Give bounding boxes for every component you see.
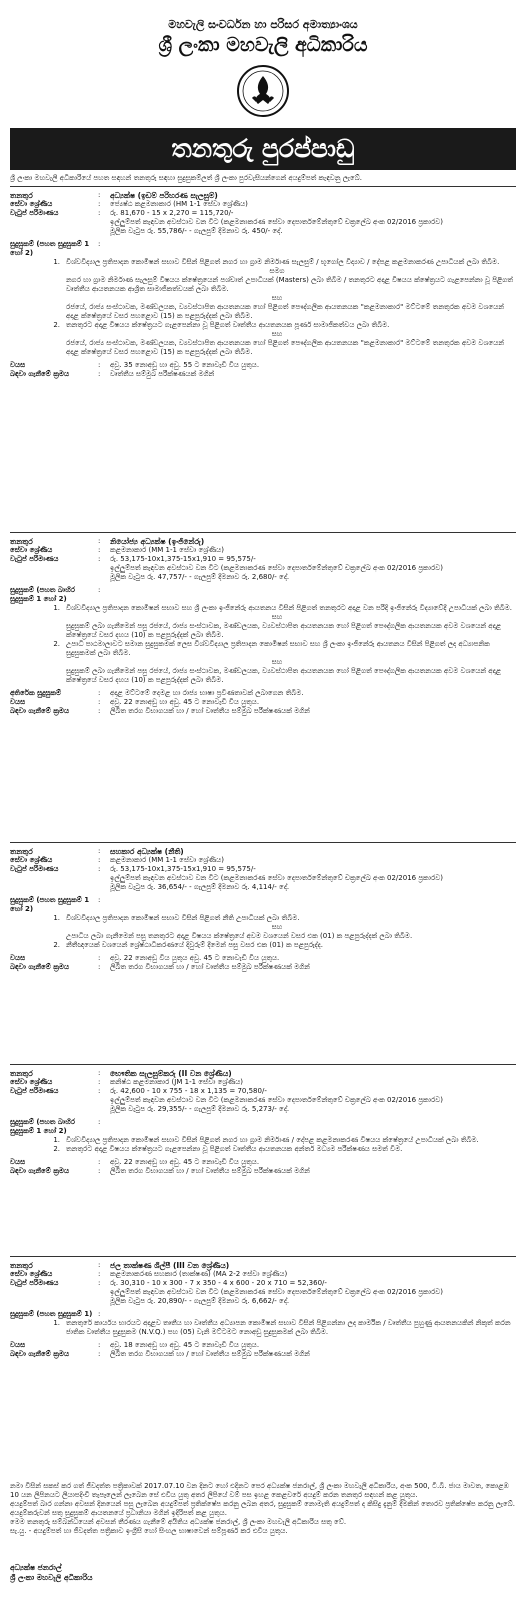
qualification-list: 1. විශ්වවිද්‍යාල ප්‍රතිපාදන කොමිෂන් සභාව විසින් පිළිගත් නගර හා ග්‍රාම නිර්මාණ සැලසුම් / භූගෝල විද්‍යාව / දේපළ කළමනාකරණ උපාධියක් ලබා තිබීම. සමග නගර හා ග්‍රාම නිර්මාණ සැලසුම් විෂයය ක්ෂේත්‍රයෙන් පශ්චාත් උපාධියක් (Masters) ලබා තිබීම / තනතුරට අදාළ විෂයය ක්ෂේත්‍රයට ගැළපෙන්නා වූ පිළිගත් වෘත්තීය ආයතනයක ආශ්‍රිත සාමාජිකත්වයක් ලබා තිබීම. සහ රජයේ, රාජ්‍ය සංස්ථාවක, මණ්ඩලයක, ව්‍යවස්ථාපිත ආයතනයක හෝ පිළිගත් පෞද්ගලික ආයතනයක "කළමනාකාර" මට්ටමේ තනතුරක අවම වශයෙන් අදාළ ක්ෂේත්‍රයේ වසර පහළොව (15) ක පළපුරුද්දක් ලබා තිබීම. 2. තනතුරට අදාළ විෂයය ක්ෂේත්‍රයට ගැළපෙන්නා වූ පිළිගත් වෘත්තීය ආයතනයක පූර්ණ සාමාජිකත්වය ලබා තිබීම. සහ රජයේ, රාජ්‍ය සංස්ථාවක, මණ්ඩලයක, ව්‍යවස්ථාපිත ආයතනයක හෝ පිළිගත් පෞද්ගලික ආයතනයක "කළමනාකාර" මට්ටමේ තනතුරක අවම වශයෙන් අදාළ ක්ෂේත්‍රයේ වසර පහළොව (15) ක පළපුරුද්දක් ලබා තිබීම. — [53, 258, 513, 356]
salary-scale: රු. 81,670 - 15 x 2,270 = 115,720/- — [110, 209, 234, 217]
application-instructions: නමා විසින් සකස් කර ගත් ජීවදත්ත පත්‍රිකාවක් 2017.07.10 වන දිනට හෝ එදිනට පෙර අධ්‍යක්ෂ ජනරාල්, ශ්‍රී ලංකා මහවැලි අධිකාරිය, අංක 500, ටී.බී. ජාය මාවත, කොළඹ 10 යන ලිපිනයට ලියාපදිංචි තැපෑලෙන් ලැබෙන සේ එවිය යුතු අතර ලිපියේ වම් පස ඉහළ කෙළවරේ අයදුම් කරන තනතුර සඳහන් කළ යුතුය. අයදුම්පත් බාර ගන්නා අවසන් දිනයෙන් පසු ලැබෙන අයදුම්පත් ප්‍රතික්ෂේප කරනු ලබන අතර, සුදුසුකම් නොමැති අයදුම්පත් ද කිසිදු දැනුම් දීමකින් තොරව ප්‍රතික්ෂේප කරනු ලැබේ. අයදුම්කරුවන් සතු සුදුසුකම් ආයතනයේ ප්‍රධානියා මගින් ඉදිරිපත් කළ යුතුය. මෙම තනතුරු සම්බන්ධයෙන් අවසන් තීරණය ගැනීමේ අයිතිය අධ්‍යක්ෂ ජනරාල්, ශ්‍රී ලංකා මහවැලි අධිකාරිය සතු වේ. සැ.යු. - අයදුම්පත් හා ජීවදත්ත පත්‍රිකාව ඉංග්‍රීසි හෝ සිංහල භාෂාවෙන් සම්පූර්ණ කර එවිය යුතුය. — [10, 1482, 516, 1535]
authority-name: ශ්‍රී ලංකා මහවැලි අධිකාරිය — [158, 34, 368, 56]
age-limit: අවු. 35 නොඅඩු හා අවු. 55 ට නොවැඩි විය යුතුය. — [110, 361, 260, 369]
ministry-name: මහවැලි සංවර්ධන හා පරිසර අමාත්‍යාංශය — [168, 18, 358, 31]
post-section-4: තනතුර : භෞතික සැලසුම්කරු (II වන ශ්‍රේණිය) සේවා ශ්‍රේණිය : කනිෂ්ඨ කළමනාකාර (JM 1-1 සේවා ශ්‍රේණිය) වැටුප් පරිමාණය : රු. 42,600 - 10 x 755 - 18 x 1,135 = 70,580/- ඉල්ලුම්පත් කැඳවන අවස්ථාව වන විට (කළමනාකරණ සේවා දෙපාර්තමේන්තුවේ චක්‍රලේඛ අංක 02/2016 ප්‍රකාරව) මූලික වැටුප රු. 29,355/- - ගැලපුම් දීමනාව රු. 5,273/- දේ. සුදුසුකම් (පහත බාහිර සුදුසුකම් 1 හෝ 2) : 1. විශ්වවිද්‍යාල ප්‍රතිපාදන කොමිෂන් සභාව විසින් පිළිගත් නගර හා ග්‍රාම නිර්මාණ / දේපළ කළමනාකරණ විෂයය ක්ෂේත්‍රයේ උපාධියක් ලබා තිබීම. 2. තනතුරට අදාළ විෂයය ක්ෂේත්‍රයට ගැළපෙන්නා වූ පිළිගත් වෘත්තීය ආයතනයක අන්තර් මධ්‍යම පරීක්ෂණය සමත් වීම. වයස : අවු. 22 නොඅඩු හා අවු. 45 ට නොවැඩි විය යුතුය. බඳවා ගැනීමේ ක්‍රමය : ලිඛිත තරග විභාගයක් හා / හෝ වෘත්තීය සම්මුඛ පරීක්ෂණයක් මගින් — [10, 1064, 516, 1176]
service-grade: ජ්‍යෙෂ්ඨ කළමනාකාර (HM 1-1 සේවා ශ්‍රේණිය) — [110, 200, 248, 208]
post-section-1: තනතුර : අධ්‍යක්ෂ (ඉඩම් පරිහරණ සැලසුම්) සේවා ශ්‍රේණිය : ජ්‍යෙෂ්ඨ කළමනාකාර (HM 1-1 සේවා ශ්‍රේණිය) වැටුප් පරිමාණය : රු. 81,670 - 15 x 2,270 = 115,720/- ඉල්ලුම්පත් කැඳවන අවස්ථාව වන විට (කළමනාකරණ සේවා දෙපාර්තමේන්තුවේ චක්‍රලේඛ අංක 02/2016 ප්‍රකාරව) මූලික වැටුප රු. 55,786/- - ගැලපුම් දීමනාව රු. 450/- දේ. සුදුසුකම් (පහත සුදුසුකම් 1 හෝ 2) : 1. විශ්වවිද්‍යාල ප්‍රතිපාදන කොමිෂන් සභාව විසින් පිළිගත් නගර හා ග්‍රාම නිර්මාණ සැලසුම් / භූගෝල විද්‍යාව / දේපළ කළමනාකරණ උපාධියක් ලබා තිබීම. සමග නගර හා ග්‍රාම නිර්මාණ සැලසුම් විෂයය ක්ෂේත්‍රයෙන් පශ්චාත් උපාධියක් (Masters) ලබා තිබීම / තනතුරට අදාළ විෂයය ක්ෂේත්‍රයට ගැළපෙන්නා වූ පිළිගත් වෘත්තීය ආයතනයක ආශ්‍රිත සාමාජිකත්වයක් ලබා තිබීම. සහ රජයේ, රාජ්‍ය සංස්ථාවක, මණ්ඩලයක, ව්‍යවස්ථාපිත ආයතනයක හෝ පිළිගත් පෞද්ගලික ආයතනයක "කළමනාකාර" මට්ටමේ තනතුරක අවම වශයෙන් අදාළ ක්ෂේත්‍රයේ වසර පහළොව (15) ක පළපුරුද්දක් ලබා තිබීම. 2. තනතුරට අදාළ විෂයය ක්ෂේත්‍රයට ගැළපෙන්නා වූ පිළිගත් වෘත්තීය ආයතනයක පූර්ණ සාමාජිකත්වය ලබා තිබීම. සහ රජයේ, රාජ්‍ය සංස්ථාවක, මණ්ඩලයක, ව්‍යවස්ථාපිත ආයතනයක හෝ පිළිගත් පෞද්ගලික ආයතනයක "කළමනාකාර" මට්ටමේ තනතුරක අවම වශයෙන් අදාළ ක්ෂේත්‍රයේ වසර පහළොව (15) ක පළපුරුද්දක් ලබා තිබීම. වයස : අවු. 35 නොඅඩු හා අවු. 55 ට නොවැඩි විය යුතුය. බඳවා ගැනීමේ ක්‍රමය : වෘත්තීය සම්මුඛ පරීක්ෂණයක් මගින් — [10, 186, 516, 379]
post-title: සහකාර අධ්‍යක්ෂ (නීති) — [110, 847, 184, 856]
post-section-5: තනතුර : ජල තාක්ෂණ ශිල්පී (III වන ශ්‍රේණිය) සේවා ශ්‍රේණිය : කළමනාකරණ සහකාර (තාක්ෂණ) (MA 2-2 සේවා ශ්‍රේණිය) වැටුප් පරිමාණය : රු. 30,310 - 10 x 300 - 7 x 350 - 4 x 600 - 20 x 710 = 52,360/- ඉල්ලුම්පත් කැඳවන අවස්ථාව වන විට (කළමනාකරණ සේවා දෙපාර්තමේන්තුවේ චක්‍රලේඛ අංක 02/2016 ප්‍රකාරව) මූලික වැටුප රු. 20,890/- - ගැලපුම් දීමනාව රු. 6,662/- දේ. සුදුසුකම් (පහත සුදුසුකම් 1) : 1. තනතුරේ කාර්යය භාරයට අදාළව තෘතීය හා වෘත්තීය අධ්‍යාපන කොමිෂන් සභාව විසින් පිළිගන්නා ලද කාර්මික / වෘත්තීය පුහුණු ආයතනයකින් නිකුත් කරන ජාතික වෘත්තීය සුදුසුකම (N.V.Q.) පහ (05) වැනි මට්ටමට නොඅඩු සුදුසුකමක් ලබා තිබීම. වයස : අවු. 18 නොඅඩු හා අවු. 45 ට නොවැඩි විය යුතුය. බඳවා ගැනීමේ ක්‍රමය : ලිඛිත තරග විභාගයක් හා / හෝ වෘත්තීය සම්මුඛ පරීක්ෂණයක් මගින් — [10, 1256, 516, 1359]
vacancies-banner: තනතුරු පුරප්පාඩු — [10, 128, 516, 170]
post-section-3: තනතුර : සහකාර අධ්‍යක්ෂ (නීති) සේවා ශ්‍රේණිය : කළමනාකාර (MM 1-1 සේවා ශ්‍රේණිය) වැටුප් පරිමාණය : රු. 53,175-10x1,375-15x1,910 = 95,575/- ඉල්ලුම්පත් කැඳවන අවස්ථාව වන විට (කළමනාකරණ සේවා දෙපාර්තමේන්තුවේ චක්‍රලේඛ අංක 02/2016 ප්‍රකාරව) මූලික වැටුප රු. 36,654/- - ගැලපුම් දීමනාව රු. 4,114/- දේ. සුදුසුකම් (පහත සුදුසුකම් 1 හෝ 2) : 1. විශ්වවිද්‍යාල ප්‍රතිපාදන කොමිෂන් සභාව විසින් පිළිගත් නීති උපාධියක් ලබා තිබීම. සහ උපාධිය ලබා ගැනීමෙන් පසු තනතුරට අදාළ විෂයය ක්ෂේත්‍රයේ අවම වශයෙන් වසර එක (01) ක පළපුරුද්දක් ලබා තිබීම. 2. නීතීඥයෙක් වශයෙන් ශ්‍රේෂ්ඨාධිකරණයේ දිවුරුම් දීමෙන් පසු වසර එක (01) ක පළපුරුද්ද. වයස : අවු. 22 නොඅඩු විය යුතුය අවු. 45 ට නොවැඩි විය යුතුය. බඳවා ගැනීමේ ක්‍රමය : ලිඛිත තරග විභාගයක් හා / හෝ වෘත්තීය සම්මුඛ පරීක්ෂණයක් මගින් — [10, 842, 516, 972]
post-title: නියෝජ්‍ය අධ්‍යක්ෂ (ඉංජිනේරු) — [110, 537, 205, 546]
recruitment-method: වෘත්තීය සම්මුඛ පරීක්ෂණයක් මගින් — [110, 370, 215, 378]
post-title: ජල තාක්ෂණ ශිල්පී (III වන ශ්‍රේණිය) — [110, 1261, 230, 1270]
post-title-row: තනතුර : අධ්‍යක්ෂ (ඉඩම් පරිහරණ සැලසුම්) — [10, 186, 516, 200]
qualification-list: 1. තනතුරේ කාර්යය භාරයට අදාළව තෘතීය හා වෘත්තීය අධ්‍යාපන කොමිෂන් සභාව විසින් පිළිගන්නා ලද කාර්මික / වෘත්තීය පුහුණු ආයතනයකින් නිකුත් කරන ජාතික වෘත්තීය සුදුසුකම (N.V.Q.) පහ (05) වැනි මට්ටමට නොඅඩු සුදුසුකමක් ලබා තිබීම. — [53, 1319, 511, 1336]
qualification-list: 1. විශ්වවිද්‍යාල ප්‍රතිපාදන කොමිෂන් සභාව විසින් පිළිගත් නීති උපාධියක් ලබා තිබීම. සහ උපාධිය ලබා ගැනීමෙන් පසු තනතුරට අදාළ විෂයය ක්ෂේත්‍රයේ අවම වශයෙන් වසර එක (01) ක පළපුරුද්දක් ලබා තිබීම. 2. නීතීඥයෙක් වශයෙන් ශ්‍රේෂ්ඨාධිකරණයේ දිවුරුම් දීමෙන් පසු වසර එක (01) ක පළපුරුද්ද. — [53, 914, 413, 949]
mahaweli-emblem-icon — [236, 64, 290, 118]
post-title: අධ්‍යක්ෂ (ඉඩම් පරිහරණ සැලසුම්) — [110, 191, 218, 200]
post-section-2: තනතුර : නියෝජ්‍ය අධ්‍යක්ෂ (ඉංජිනේරු) සේවා ශ්‍රේණිය : කළමනාකාර (MM 1-1 සේවා ශ්‍රේණිය) වැටුප් පරිමාණය : රු. 53,175-10x1,375-15x1,910 = 95,575/- ඉල්ලුම්පත් කැඳවන අවස්ථාව වන විට (කළමනාකරණ සේවා දෙපාර්තමේන්තුවේ චක්‍රලේඛ අංක 02/2016 ප්‍රකාරව) මූලික වැටුප රු. 47,757/- - ගැලපුම් දීමනාව රු. 2,680/- දේ. සුදුසුකම් (පහත බාහිර සුදුසුකම් 1 හෝ 2) : 1. විශ්වවිද්‍යාල ප්‍රතිපාදන කොමිෂන් සභාව සහ ශ්‍රී ලංකා ඉංජිනේරු ආයතනය විසින් පිළිගත් තනතුරට අදාළ වන පරිදි ඉංජිනේරු විද්‍යාවේදී උපාධියක් ලබා තිබීම. සහ සුදුසුකම් ලබා ගැනීමෙන් පසු රජයේ, රාජ්‍ය සංස්ථාවක, මණ්ඩලයක, ව්‍යවස්ථාපිත ආයතනයක හෝ පිළිගත් පෞද්ගලික ආයතනයක අවම වශයෙන් අදාළ ක්ෂේත්‍රයේ වසර දහය (10) ක පළපුරුද්දක් ලබා තිබීම. 2. උපාධි පාඨමාලාවට සමාන සුදුසුකමක් ලෙස විශ්වවිද්‍යාල ප්‍රතිපාදන කොමිෂන් සභාව සහ ශ්‍රී ලංකා ඉංජිනේරු ආයතනය විසින් පිළිගත් ලද අධ්‍යාපනික සුදුසුකමක් ලබා තිබීම. සහ සුදුසුකම් ලබා ගැනීමෙන් පසු රජයේ, රාජ්‍ය සංස්ථාවක, මණ්ඩලයක, ව්‍යවස්ථාපිත ආයතනයක හෝ පිළිගත් පෞද්ගලික ආයතනයක අවම වශයෙන් අදාළ ක්ෂේත්‍රයේ වසර දහය (10) ක පළපුරුද්දක් ලබා තිබීම. අතිරේක සුදුසුකම් : අදාළ මට්ටමේ දෙමළ හා රාජ්‍ය භාෂා ප්‍රවීණතාවක් ලබාගෙන තිබීම. වයස : අවු. 22 නොඅඩු හා අවු. 45 ට නොවැඩි විය යුතුය. බඳවා ගැනීමේ ක්‍රමය : ලිඛිත තරග විභාගයක් හා / හෝ වෘත්තීය සම්මුඛ පරීක්ෂණයක් මගින් — [10, 532, 516, 716]
qualification-list: 1. විශ්වවිද්‍යාල ප්‍රතිපාදන කොමිෂන් සභාව සහ ශ්‍රී ලංකා ඉංජිනේරු ආයතනය විසින් පිළිගත් තනතුරට අදාළ වන පරිදි ඉංජිනේරු විද්‍යාවේදී උපාධියක් ලබා තිබීම. සහ සුදුසුකම් ලබා ගැනීමෙන් පසු රජයේ, රාජ්‍ය සංස්ථාවක, මණ්ඩලයක, ව්‍යවස්ථාපිත ආයතනයක හෝ පිළිගත් පෞද්ගලික ආයතනයක අවම වශයෙන් අදාළ ක්ෂේත්‍රයේ වසර දහය (10) ක පළපුරුද්දක් ලබා තිබීම. 2. උපාධි පාඨමාලාවට සමාන සුදුසුකමක් ලෙස විශ්වවිද්‍යාල ප්‍රතිපාදන කොමිෂන් සභාව සහ ශ්‍රී ලංකා ඉංජිනේරු ආයතනය විසින් පිළිගත් ලද අධ්‍යාපනික සුදුසුකමක් ලබා තිබීම. සහ සුදුසුකම් ලබා ගැනීමෙන් පසු රජයේ, රාජ්‍ය සංස්ථාවක, මණ්ඩලයක, ව්‍යවස්ථාපිත ආයතනයක හෝ පිළිගත් පෞද්ගලික ආයතනයක අවම වශයෙන් අදාළ ක්ෂේත්‍රයේ වසර දහය (10) ක පළපුරුද්දක් ලබා තිබීම. — [53, 604, 512, 684]
post-title: භෞතික සැලසුම්කරු (II වන ශ්‍රේණිය) — [110, 1069, 232, 1078]
qualification-list: 1. විශ්වවිද්‍යාල ප්‍රතිපාදන කොමිෂන් සභාව විසින් පිළිගත් නගර හා ග්‍රාම නිර්මාණ / දේපළ කළමනාකරණ විෂයය ක්ෂේත්‍රයේ උපාධියක් ලබා තිබීම. 2. තනතුරට අදාළ විෂයය ක්ෂේත්‍රයට ගැළපෙන්නා වූ පිළිගත් වෘත්තීය ආයතනයක අන්තර් මධ්‍යම පරීක්ෂණය සමත් වීම. — [53, 1136, 479, 1153]
signature-block — [10, 1563, 93, 1583]
intro-text: ශ්‍රී ලංකා මහවැලි අධිකාරියේ පහත සඳහන් තනතුරු සඳහා සුදුසුකම්ලත් ශ්‍රී ලංකා පුරවැසියන්ගෙන් අයදුම්පත් කැඳවනු ලැබේ. — [10, 174, 363, 182]
post-label: තනතුර — [10, 191, 33, 200]
signatory-organization: ශ්‍රී ලංකා මහවැලි අධිකාරිය — [10, 1573, 93, 1582]
signatory-title: අධ්‍යක්ෂ ජනරාල් — [10, 1563, 62, 1572]
